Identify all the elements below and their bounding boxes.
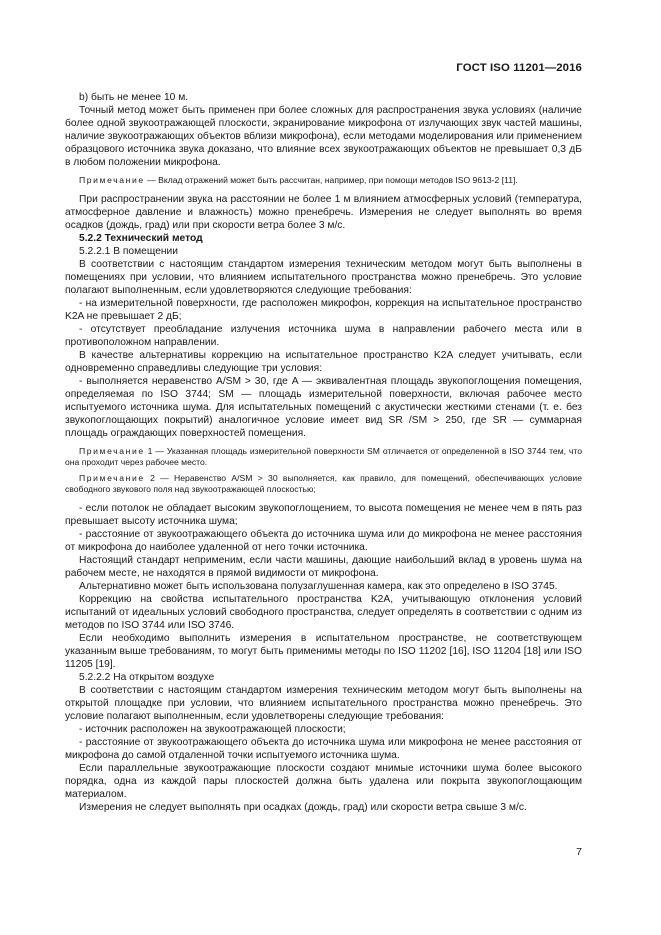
paragraph: Коррекцию на свойства испытательного пространства K2A, учитывающую отклонения условий испытаний от идеальных условий свободного пространства, следует определять в соответствии с одним из методов по ISO 3744 или ISO 3746. <box>65 593 582 631</box>
list-item: - на измерительной поверхности, где расположен микрофон, коррекция на испытательное пространство K2A не превышает 2 дБ; <box>65 297 582 322</box>
note-text: 1 — Указанная площадь измерительной поверхности SM отличается от определенной в ISO 3744 тем, что она проходит через рабочее место. <box>65 445 582 467</box>
note-2 <box>65 473 582 496</box>
note-label: Примечание <box>79 472 145 483</box>
list-item: - источник расположен на звукоотражающей плоскости; <box>79 723 346 735</box>
paragraph: Измерения не следует выполнять при осадках (дождь, град) или скорости ветра свыше 3 м/с. <box>79 801 527 813</box>
paragraph: В качестве альтернативы коррекцию на испытательное пространство K2A следует учитывать, если одновременно справедливы следующие три условия: <box>65 349 582 374</box>
note-label: Примечание <box>79 445 145 456</box>
list-item: - расстояние от звукоотражающего объекта до источника шума или микрофона не менее расстояния от микрофона до самой отдаленной точки испытуемого источника шума. <box>65 736 582 761</box>
paragraph: В соответствии с настоящим стандартом измерения техническим методом могут быть выполнены в помещениях при условии, что влиянием испытательного пространства можно пренебречь. Это условие полагают выполненным, если удовлетворяются следующие требования: <box>65 258 582 296</box>
note-text: 2 — Неравенство A/SM > 30 выполняется, как правило, для помещений, обеспечивающих условие свободного звукового поля над звукоотражающей плоскостью; <box>65 472 582 494</box>
subsection-heading: 5.2.2.1 В помещении <box>79 245 179 257</box>
list-item: - отсутствует преобладание излучения источника шума в направлении рабочего места или в противоположном направлении. <box>65 323 582 348</box>
paragraph: Альтернативно может быть использована полузаглушенная камера, как это определено в ISO 3745. <box>79 580 558 592</box>
note: Примечание — Вклад отражений может быть рассчитан, например, при помощи методов ISO 9613-2 [11]. <box>79 175 518 185</box>
section-heading: 5.2.2 Технический метод <box>79 232 203 244</box>
paragraph: Настоящий стандарт неприменим, если части машины, дающие наибольший вклад в уровень шума на рабочем месте, не находятся в прямой видимости от микрофона. <box>65 554 582 579</box>
paragraph: Точный метод может быть применен при более сложных для распространения звука условиях (наличие более одной звукоотражающей плоскости, экранирование микрофона от излучающих звук частей машины, наличие звукоотражающих объектов вблизи микрофона), если методами моделирования или применением образцового источника звука доказано, что влияние всех звукоотражающих объектов не превышает 0,3 дБ в любом положении микрофона. <box>65 105 582 168</box>
paragraph: Если необходимо выполнить измерения в испытательном пространстве, не соответствующем указанным выше требованиям, то могут быть применимы методы по ISO 11202 [16], ISO 11204 [18] или ISO 11205 [19]. <box>65 632 582 670</box>
paragraph: b) быть не менее 10 м. <box>79 92 189 103</box>
list-item: - расстояние от звукоотражающего объекта до источника шума или до микрофона не менее расстояния от микрофона до наиболее удаленной от него точки источника. <box>65 528 582 553</box>
note-text: Вклад отражений может быть рассчитан, например, при помощи методов ISO 9613-2 [11]. <box>158 175 518 185</box>
page-body <box>65 91 582 814</box>
page-number: 7 <box>576 846 582 858</box>
paragraph: Если параллельные звукоотражающие плоскости создают мнимые источники шума более высокого порядка, одна из каждой пары плоскостей должна быть удалена или покрыта звукопоглощающим материалом. <box>65 762 582 800</box>
note-1 <box>65 446 582 469</box>
list-item: - выполняется неравенство A/SM > 30, где A — эквивалентная площадь звукопоглощения помещения, определяемая по ISO 3744; SM — площадь измерительной поверхности, включая рабочее место испытуемого источника шума. Для испытательных помещений с акустически жесткими стенами (т. е. без звукопоглощающих покрытий) аналогичное условие имеет вид SR /SM > 250, где SR — суммарная площадь ограждающих поверхностей помещения. <box>65 375 582 439</box>
document-header: ГОСТ ISO 11201—2016 <box>456 62 582 74</box>
list-item: - если потолок не обладает высоким звукопоглощением, то высота помещения не менее чем в пять раз превышает высоту источника шума; <box>65 502 582 527</box>
subsection-heading: 5.2.2.2 На открытом воздухе <box>79 671 215 683</box>
note-label: Примечание <box>79 175 145 185</box>
paragraph: В соответствии с настоящим стандартом измерения техническим методом могут быть выполнены на открытой площадке при условии, что влиянием испытательного пространства можно пренебречь. Это условие полагают выполненным, если удовлетворены следующие требования: <box>65 684 582 722</box>
paragraph: При распространении звука на расстоянии не более 1 м влиянием атмосферных условий (температура, атмосферное давление и влажность) можно пренебречь. Измерения не следует выполнять во время осадков (дождь, град) или при скорости ветра более 3 м/с. <box>65 193 582 231</box>
